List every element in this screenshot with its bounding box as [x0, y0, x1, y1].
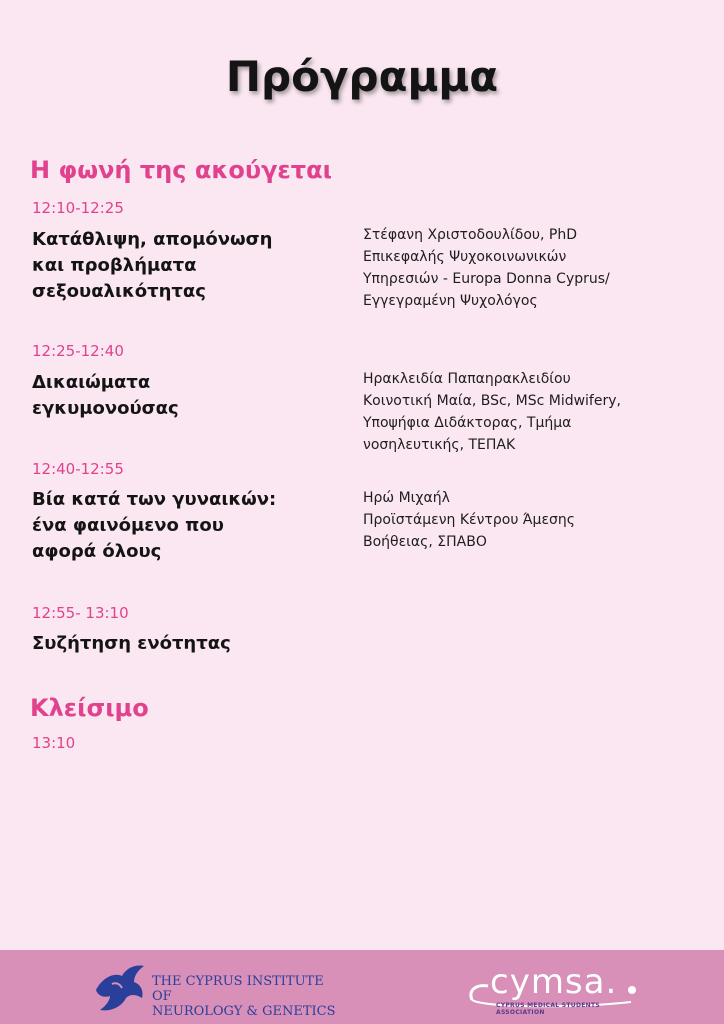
cing-logo: [92, 960, 342, 1019]
session-speaker: Ηρακλειδία Παπαηρακλειδίου Κοινοτική Μαία, BSc, MSc Midwifery, Υποψήφια Διδάκτορας, Τμήμα νοσηλευτικής, ΤΕΠΑΚ: [363, 371, 621, 453]
footer-band: [0, 950, 724, 1024]
cymsa-wordmark: cymsa.: [490, 962, 618, 1002]
session-speaker: Στέφανη Χριστοδουλίδου, PhD Επικεφαλής Ψυχοκοινωνικών Υπηρεσιών - Europa Donna Cyprus/ Εγγεγραμένη Ψυχολόγος: [363, 227, 610, 309]
session-title: Δικαιώματα εγκυμονούσας: [32, 372, 179, 419]
section-heading-main: Η φωνή της ακούγεται: [30, 156, 332, 184]
session-title: Κατάθλιψη, απομόνωση και προβλήματα σεξουαλικότητας: [32, 229, 273, 302]
session-time: 12:25-12:40: [32, 342, 124, 360]
session-time: 12:55- 13:10: [32, 604, 129, 622]
session-speaker: Ηρώ Μιχαήλ Προϊστάμενη Κέντρου Άμεσης Βοήθειας, ΣΠΑΒΟ: [363, 490, 575, 550]
session-time: 13:10: [32, 734, 76, 752]
cing-logo-text: THE CYPRUS INSTITUTE OF NEUROLOGY & GENETICS: [152, 974, 336, 1019]
cymsa-subtitle: CYPRUS MEDICAL STUDENTS ASSOCIATION: [496, 1002, 600, 1016]
dove-logo-icon: [92, 960, 148, 1016]
session-title: Βία κατά των γυναικών: ένα φαινόμενο που αφορά όλους: [32, 489, 277, 562]
section-heading-closing: Κλείσιμο: [30, 694, 149, 722]
session-time: 12:10-12:25: [32, 199, 124, 217]
session-time: 12:40-12:55: [32, 460, 124, 478]
page-title: Πρόγραμμα: [225, 52, 499, 101]
cymsa-logo: [466, 960, 641, 1016]
session-title: Συζήτηση ενότητας: [32, 633, 231, 654]
